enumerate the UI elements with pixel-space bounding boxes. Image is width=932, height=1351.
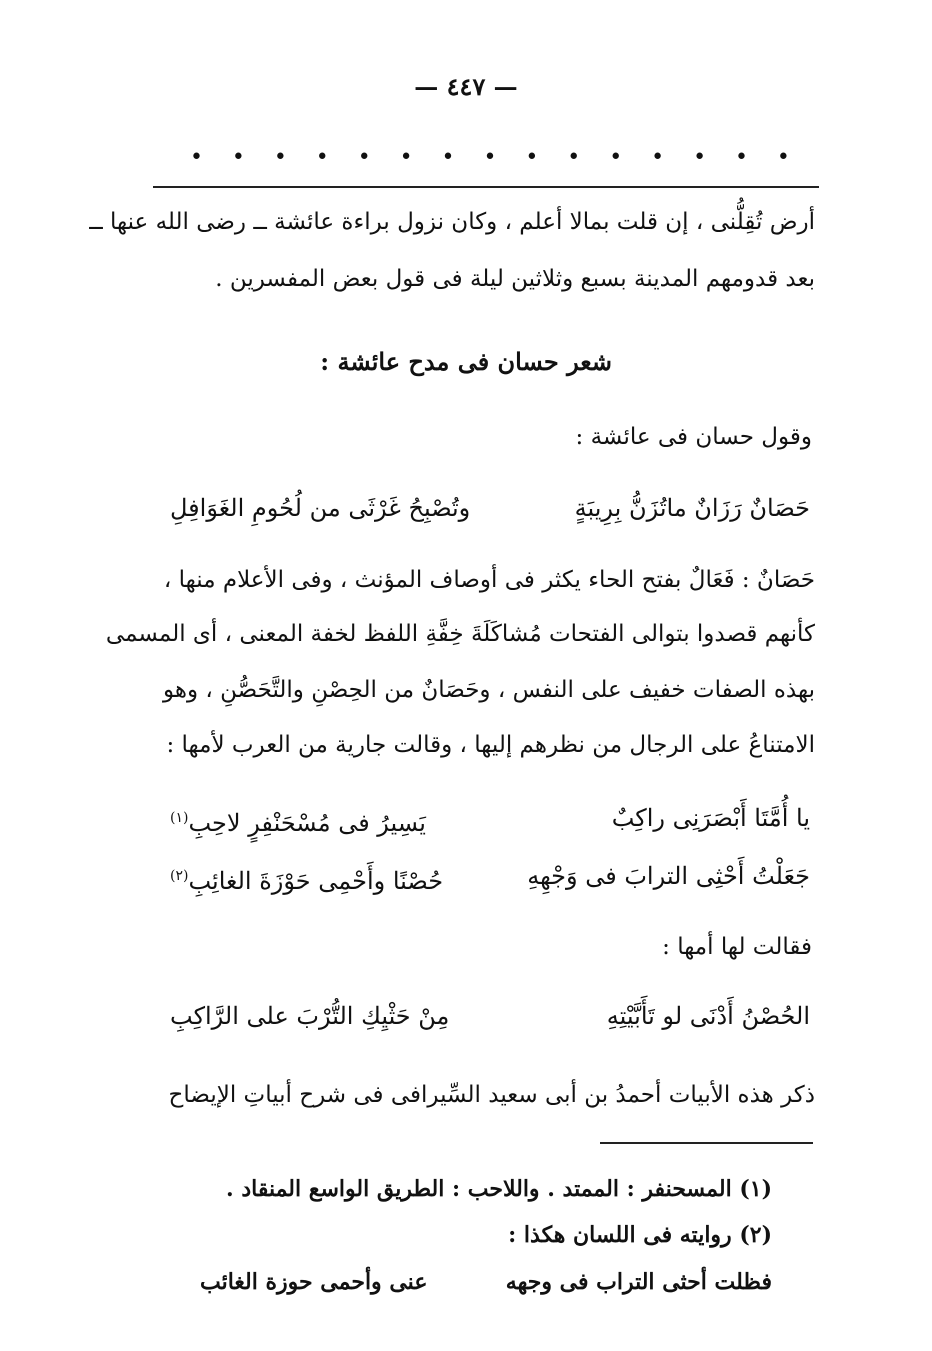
verse-hemistich-left: وتُصْبِحُ غَرْثَى من لُحُومِ الغَوَافِلِ: [170, 494, 471, 522]
footnote-1: (١) المسحنفر : الممتد . واللاحب : الطريق الواسع المنقاد .: [226, 1176, 772, 1202]
footnote-verse-left: عنى وأحمى حوزة الغائب: [200, 1269, 428, 1295]
verse-line: [170, 800, 810, 841]
verse-hemistich-left: مِنْ حَثْيِكِ التُّرْبَ على الرَّاكِبِ: [170, 1002, 450, 1030]
verse-text: حُصْنًا وأَحْمِى حَوْزَةَ الغائِبِ: [188, 867, 444, 895]
verse-line: [170, 998, 810, 1034]
verse-line: [170, 490, 810, 526]
footnote-verse-right: فظلت أحثى التراب فى وجهه: [505, 1269, 772, 1295]
verse-text: يَسِيرُ فى مُسْحَنْفِرٍ لاحِبِ: [188, 809, 426, 837]
intro-line: وقول حسان فى عائشة :: [575, 424, 812, 450]
verse-hemistich-left: [170, 858, 443, 899]
paragraph-line: الامتناعُ على الرجال من نظرهم إليها ، وقالت جارية من العرب لأمها :: [166, 732, 815, 758]
verse-hemistich-right: حَصَانٌ رَزَانٌ ماتُزَنُّ بِرِيبَةٍ: [574, 494, 810, 522]
paragraph-line: حَصَانٌ : فَعَالٌ بفتح الحاء يكثر فى أوصاف المؤنث ، وفى الأعلام منها ،: [163, 567, 815, 593]
page-number: — ٤٤٧ —: [414, 72, 518, 101]
footnote-rule: [600, 1142, 813, 1144]
verse-hemistich-left: [170, 800, 426, 841]
paragraph-line: بعد قدومهم المدينة بسبع وثلاثين ليلة فى قول بعض المفسرين .: [215, 266, 815, 292]
footnote-verse: [200, 1265, 772, 1299]
footnote-marker: (١): [170, 810, 189, 826]
verse-hemistich-right: الحُصْنُ أَدْنَى لو تَأَبَّيْتِهِ: [606, 1002, 810, 1030]
verse-hemistich-right: جَعَلْتُ أَحْثِى الترابَ فى وَجْهِهِ: [527, 862, 810, 890]
footnote-2: (٢) روايته فى اللسان هكذا :: [508, 1222, 772, 1248]
paragraph-line: أرض تُقِلُّنى ، إن قلت بمالا أعلم ، وكان نزول براءة عائشة ــ رضى الله عنها ــ: [89, 209, 815, 235]
dot-separator: • • • • • • • • • • • • • • •: [190, 145, 790, 170]
footnote-marker: (٢): [170, 868, 189, 884]
section-heading: شعر حسان فى مدح عائشة :: [320, 347, 612, 376]
intro-line: فقالت لها أمها :: [662, 934, 812, 960]
paragraph-line: بهذه الصفات خفيف على النفس ، وحَصَانٌ من الحِصْنِ والتَّحَصُّنِ ، وهو: [163, 677, 815, 703]
top-rule: [153, 186, 819, 188]
paragraph-line: كأنهم قصدوا بتوالى الفتحات مُشاكَلَةَ خِفَّةِ اللفظ لخفة المعنى ، أى المسمى: [105, 621, 815, 647]
citation-line: ذكر هذه الأبيات أحمدُ بن أبى سعيد السِّيرافى فى شرح أبياتِ الإيضاح: [168, 1082, 815, 1108]
verse-hemistich-right: يا أُمَّتَا أَبْصَرَنِى راكِبٌ: [611, 804, 810, 832]
verse-line: [170, 858, 810, 899]
